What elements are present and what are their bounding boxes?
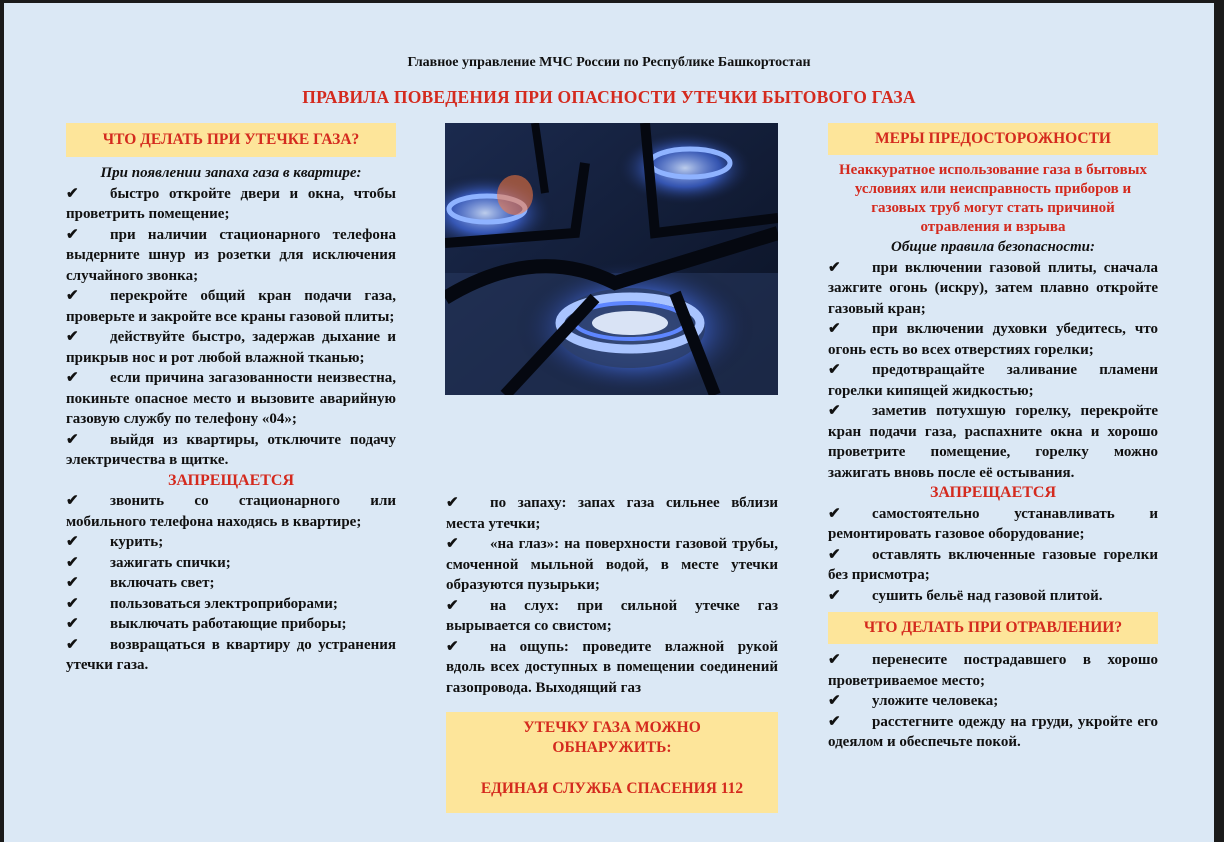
- rules-title: Общие правила безопасности:: [891, 239, 1095, 255]
- precautions-banner: МЕРЫ ПРЕДОСТОРОЖНОСТИ: [828, 123, 1158, 155]
- list-item: ✔ при включении духовки убедитесь, что огонь есть во всех отверстиях горелки;: [828, 321, 1158, 358]
- organization-name: Главное управление МЧС России по Республике Башкортостан: [407, 55, 811, 70]
- checkmark-icon: ✔: [828, 403, 841, 419]
- checkmark-icon: ✔: [828, 546, 841, 563]
- checkmark-icon: ✔: [66, 185, 79, 202]
- checkmark-icon: ✔: [828, 362, 841, 378]
- page-title: ПРАВИЛА ПОВЕДЕНИЯ ПРИ ОПАСНОСТИ УТЕЧКИ БЫТОВОГО ГАЗА: [302, 87, 916, 107]
- gas-leak-banner: ЧТО ДЕЛАТЬ ПРИ УТЕЧКЕ ГАЗА?: [66, 123, 396, 157]
- checkmark-icon: ✔: [66, 575, 79, 591]
- list-item: ✔ предотвращайте заливание пламени горелки кипящей жидкостью;: [828, 362, 1158, 399]
- checkmark-icon: ✔: [66, 226, 79, 243]
- list-item: ✔ действуйте быстро, задержав дыхание и прикрыв нос и рот любой влажной тканью;: [66, 329, 396, 366]
- forbidden-title: ЗАПРЕЩАЕТСЯ: [167, 471, 295, 489]
- list-item: ✔ выйдя из квартиры, отключите подачу электричества в щитке.: [66, 431, 396, 468]
- list-item: ✔ курить;: [66, 532, 396, 553]
- checkmark-icon: ✔: [446, 536, 459, 552]
- checkmark-icon: ✔: [446, 495, 459, 511]
- detection-title-line2: ОБНАРУЖИТЬ:: [552, 739, 672, 756]
- list-item: ✔ при включении газовой плиты, сначала зажгите огонь (искру), затем плавно откройте газовый кран;: [828, 259, 1158, 317]
- list-item: ✔ сушить бельё над газовой плитой.: [828, 586, 1158, 607]
- detection-title-line1: УТЕЧКУ ГАЗА МОЖНО: [523, 719, 701, 736]
- checkmark-icon: ✔: [828, 713, 841, 730]
- poisoning-actions-list: [828, 650, 1158, 753]
- list-item: ✔ оставлять включенные газовые горелки без присмотра;: [828, 546, 1158, 583]
- list-item: ✔ возвращаться в квартиру до устранения утечки газа.: [66, 636, 396, 673]
- checkmark-icon: ✔: [66, 288, 79, 304]
- list-item: ✔ уложите человека;: [828, 691, 1158, 712]
- leak-actions-list: [66, 184, 396, 471]
- list-item: ✔ при наличии стационарного телефона выдерните шнур из розетки для исключения случайного звонка;: [66, 226, 396, 284]
- list-item: ✔ перенесите пострадавшего в хорошо проветриваемое место;: [828, 652, 1158, 689]
- poisoning-banner: ЧТО ДЕЛАТЬ ПРИ ОТРАВЛЕНИИ?: [828, 612, 1158, 644]
- forbidden-list: [828, 504, 1158, 607]
- list-item: ✔ если причина загазованности неизвестна, покиньте опасное место и вызовите аварийную газовую службу по телефону «04»;: [66, 370, 396, 427]
- checkmark-icon: ✔: [66, 493, 79, 509]
- forbidden-list: [66, 491, 396, 676]
- checkmark-icon: ✔: [446, 638, 459, 655]
- list-item: ✔ перекройте общий кран подачи газа, проверьте и закройте все краны газовой плиты;: [66, 288, 396, 325]
- gas-stove-flames-icon: [445, 123, 778, 395]
- list-item: ✔ расстегните одежду на груди, укройте его одеялом и обеспечьте покой.: [828, 713, 1158, 750]
- checkmark-icon: ✔: [828, 652, 841, 668]
- checkmark-icon: ✔: [828, 321, 841, 337]
- checkmark-icon: ✔: [828, 505, 841, 522]
- list-item: ✔ на ощупь: проведите влажной рукой вдоль всех доступных в помещении соединений газопровода. Выходящий газ: [446, 638, 778, 696]
- list-item: ✔ выключать работающие приборы;: [66, 614, 396, 635]
- warning-text: Неаккуратное использование газа в бытовых условиях или неисправность приборов и газовых труб могут стать причиной отравления и взрыва: [839, 162, 1147, 235]
- list-item: ✔ включать свет;: [66, 573, 396, 594]
- leaflet-page: [4, 3, 1214, 842]
- checkmark-icon: ✔: [828, 693, 841, 709]
- checkmark-icon: ✔: [828, 259, 841, 276]
- checkmark-icon: ✔: [66, 431, 79, 448]
- emergency-service-number: ЕДИНАЯ СЛУЖБА СПАСЕНИЯ 112: [480, 780, 744, 797]
- middle-column: [446, 493, 778, 698]
- checkmark-icon: ✔: [66, 636, 79, 653]
- list-item: ✔ пользоваться электроприборами;: [66, 594, 396, 615]
- checkmark-icon: ✔: [66, 534, 79, 550]
- gas-stove-photo: [445, 123, 778, 395]
- checkmark-icon: ✔: [828, 587, 841, 604]
- checkmark-icon: ✔: [66, 616, 79, 632]
- right-column: [828, 123, 1158, 753]
- list-item: ✔ заметив потухшую горелку, перекройте кран подачи газа, распахните окна и хорошо проветрите помещение, горелку можно зажигать вновь после её остывания.: [828, 403, 1158, 481]
- left-column: [66, 123, 396, 676]
- list-item: ✔ быстро откройте двери и окна, чтобы проветрить помещение;: [66, 185, 396, 222]
- list-item: ✔ «на глаз»: на поверхности газовой трубы, смоченной мыльной водой, в месте утечки образуются пузырьки;: [446, 536, 778, 593]
- checkmark-icon: ✔: [66, 595, 79, 612]
- list-item: ✔ зажигать спички;: [66, 553, 396, 574]
- checkmark-icon: ✔: [66, 370, 79, 386]
- safety-rules-list: [828, 258, 1158, 484]
- list-item: ✔ по запаху: запах газа сильнее вблизи места утечки;: [446, 495, 778, 532]
- forbidden-title: ЗАПРЕЩАЕТСЯ: [929, 484, 1057, 501]
- intro-text: При появлении запаха газа в квартире:: [100, 165, 362, 181]
- checkmark-icon: ✔: [66, 329, 79, 345]
- checkmark-icon: ✔: [446, 597, 459, 614]
- detection-box: [446, 712, 778, 813]
- list-item: ✔ на слух: при сильной утечке газ вырывается со свистом;: [446, 597, 778, 634]
- list-item: ✔ самостоятельно устанавливать и ремонтировать газовое оборудование;: [828, 505, 1158, 542]
- list-item: ✔ звонить со стационарного или мобильного телефона находясь в квартире;: [66, 493, 396, 530]
- checkmark-icon: ✔: [66, 554, 79, 571]
